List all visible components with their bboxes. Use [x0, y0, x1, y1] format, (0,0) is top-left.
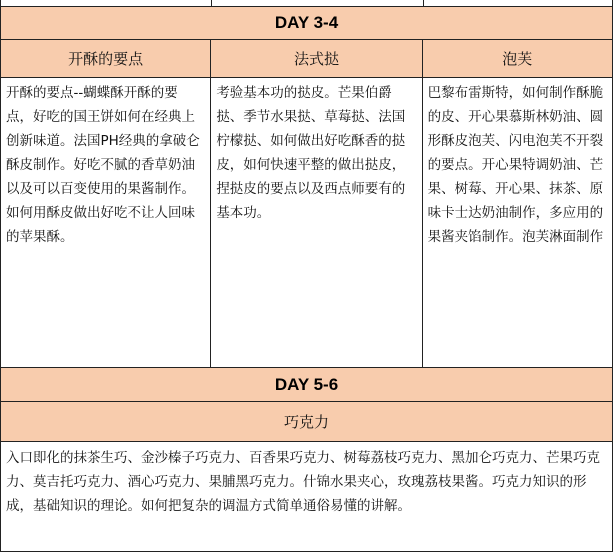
- topic-detail-chocolate: 入口即化的抹茶生巧、金沙榛子巧克力、百香果巧克力、树莓荔枝巧克力、黑加仑巧克力、芒果巧克力、莫吉托巧克力、酒心巧克力、果脯黑巧克力。什锦水果夹心，玫瑰荔枝果酱。巧克力知识的形成，基础知识的理论。如何把复杂的调温方式简单通俗易懂的讲解。: [0, 442, 613, 552]
- topic-header-puff-pastry: 开酥的要点: [68, 50, 144, 68]
- day-3-4-title: DAY 3-4: [274, 13, 339, 32]
- day-3-4-topic-details: [0, 78, 613, 368]
- topic-detail-french-tart: 考验基本功的挞皮。芒果伯爵挞、季节水果挞、草莓挞、法国柠檬挞、如何做出好吃酥香的挞皮，如何快速平整的做出挞皮，捏挞皮的要点以及西点师要有的基本功。: [210, 78, 421, 367]
- topic-detail-choux: 巴黎布雷斯特，如何制作酥脆的皮、开心果慕斯林奶油、圆形酥皮泡芙、闪电泡芙不开裂的要点。开心果特调奶油、芒果、树莓、开心果、抹茶、原味卡士达奶油制作，多应用的果酱夹馅制作。泡芙淋面制作: [422, 78, 612, 367]
- topic-detail-puff-pastry: 开酥的要点--蝴蝶酥开酥的要点，好吃的国王饼如何在经典上创新味道。法国PH经典的拿破仑酥皮制作。好吃不腻的香草奶油以及可以百变使用的果酱制作。如何用酥皮做出好吃不让人回味的苹果酥。: [6, 85, 200, 245]
- day-3-4-header: [0, 6, 613, 40]
- topic-header-french-tart: 法式挞: [210, 40, 421, 77]
- day-5-6-header: [0, 368, 613, 402]
- day-5-6-topic-header: [0, 402, 613, 442]
- day-3-4-topic-headers: [0, 40, 613, 78]
- topic-header-choux: 泡芙: [422, 40, 612, 77]
- day-5-6-title: DAY 5-6: [274, 374, 339, 394]
- topic-header-chocolate: 巧克力: [283, 413, 329, 431]
